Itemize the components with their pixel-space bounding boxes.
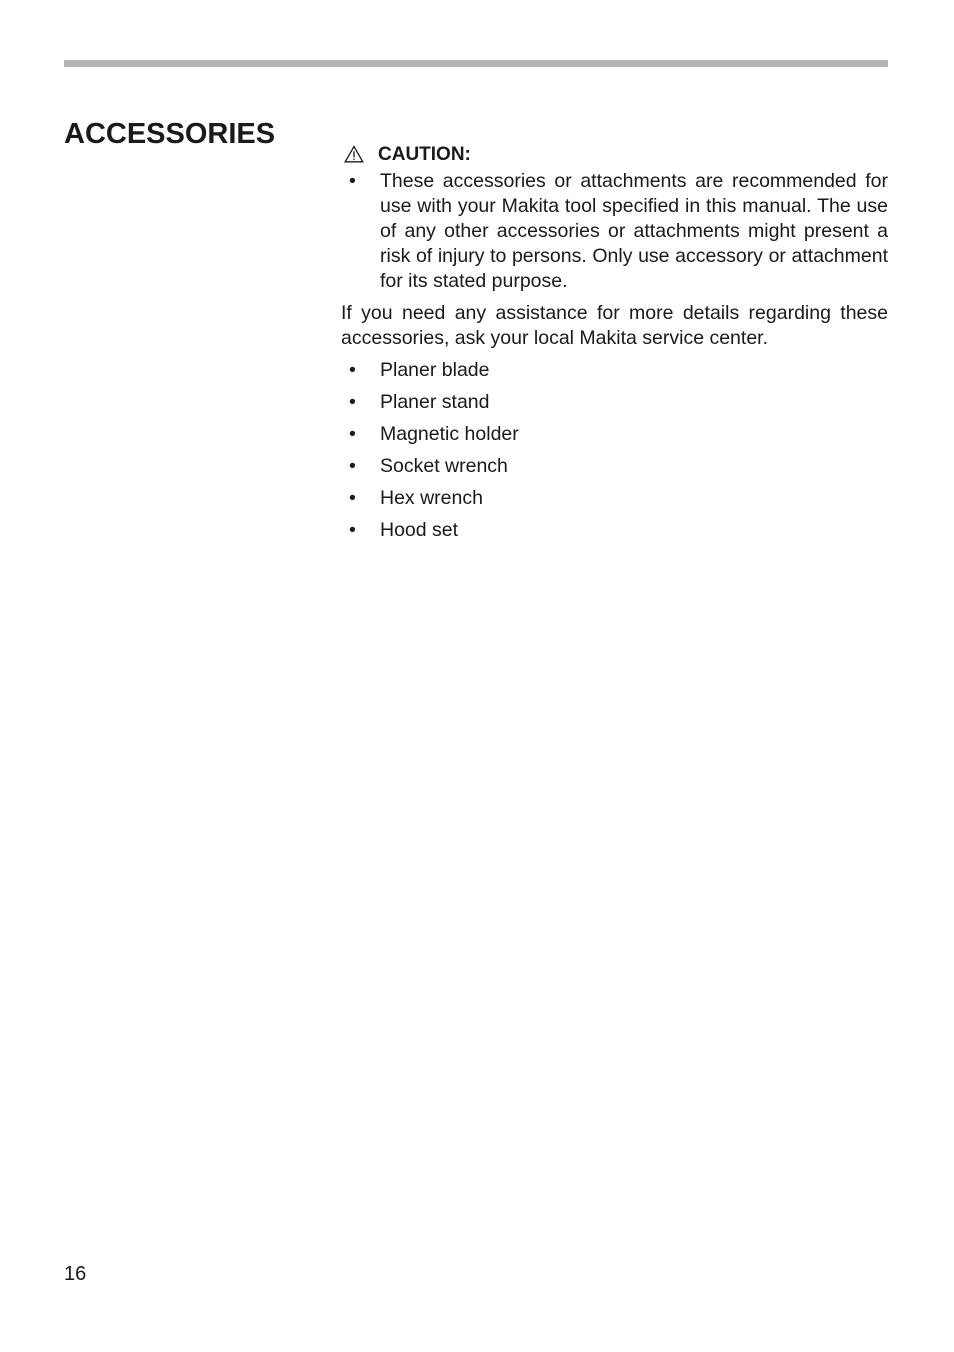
accessory-item <box>341 518 888 543</box>
caution-list <box>341 169 888 294</box>
accessory-item-label: Planer stand <box>380 391 490 413</box>
accessory-item <box>341 390 888 415</box>
accessory-item-label: Planer blade <box>380 359 490 381</box>
bullet-icon: • <box>349 519 356 541</box>
section-title: ACCESSORIES <box>64 118 276 150</box>
accessory-item <box>341 358 888 383</box>
caution-item <box>341 169 888 294</box>
bullet-icon: • <box>349 391 356 413</box>
accessory-item <box>341 486 888 511</box>
bullet-icon: • <box>349 455 356 477</box>
accessory-item <box>341 454 888 479</box>
accessory-item-label: Socket wrench <box>380 455 508 477</box>
page-number: 16 <box>64 1263 87 1285</box>
top-rule <box>64 60 888 67</box>
caution-heading <box>344 142 888 166</box>
accessory-item-label: Hex wrench <box>380 487 483 509</box>
caution-item-text: These accessories or attachments are recommended for use with your Makita tool specified in this manual. The use of any other accessories or attachments might present a risk of injury to persons. Only use accessory or attachment for its stated purpose. <box>380 170 888 292</box>
accessory-item-label: Hood set <box>380 519 459 541</box>
accessories-content <box>341 142 888 550</box>
accessory-item <box>341 422 888 447</box>
warning-triangle-icon <box>344 145 364 163</box>
accessory-item-label: Magnetic holder <box>380 423 519 445</box>
intro-paragraph: If you need any assistance for more details regarding these accessories, ask your local Makita service center. <box>341 302 888 349</box>
caution-label: CAUTION: <box>378 143 471 165</box>
bullet-icon: • <box>349 423 356 445</box>
bullet-icon: • <box>349 487 356 509</box>
accessory-list <box>341 358 888 543</box>
bullet-icon: • <box>349 359 356 381</box>
bullet-icon: • <box>349 170 356 192</box>
